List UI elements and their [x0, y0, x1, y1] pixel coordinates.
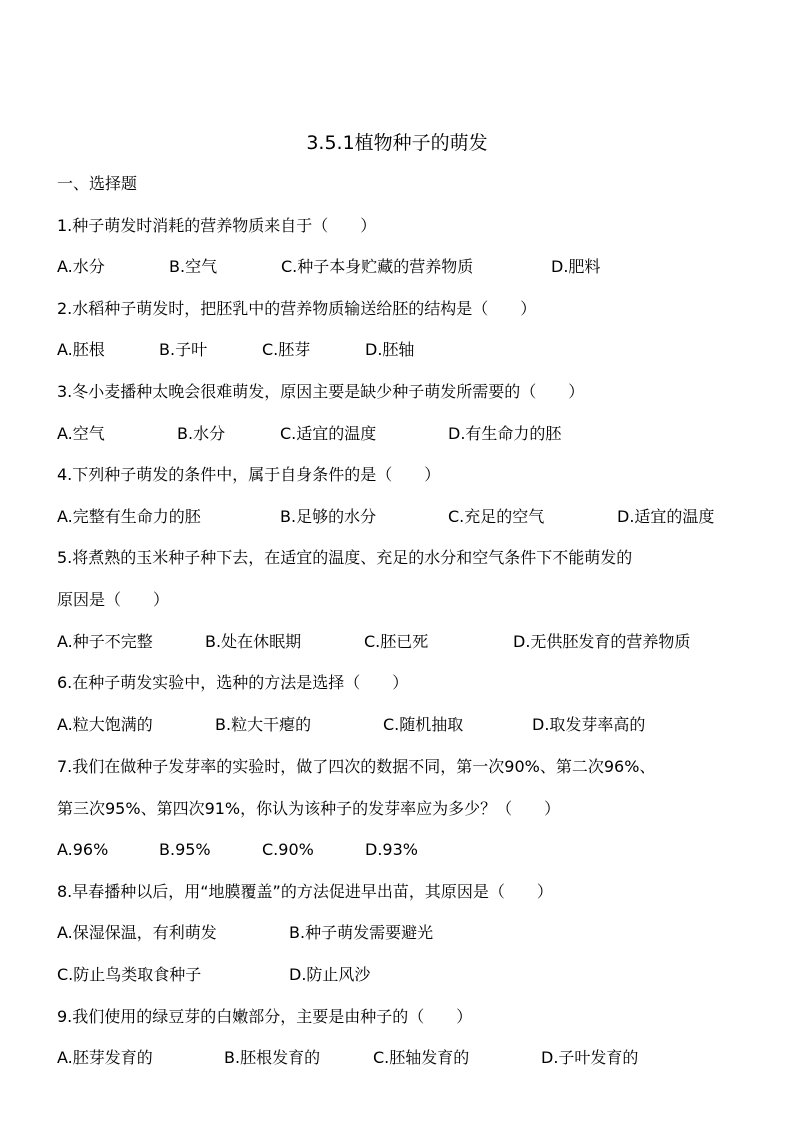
question-3-option-c: C.适宜的温度 — [280, 424, 377, 443]
question-7-stem-continued: 第三次95%、第四次91%，你认为该种子的发芽率应为多少？（ ） — [57, 799, 561, 818]
section-heading: 一、选择题 — [57, 174, 138, 193]
question-3-option-b: B.水分 — [177, 424, 226, 443]
question-9-option-c: C.胚轴发育的 — [373, 1048, 470, 1067]
question-8-option-c: C.防止鸟类取食种子 — [57, 965, 202, 984]
question-2-option-b: B.子叶 — [159, 340, 208, 359]
question-2-option-a: A.胚根 — [57, 340, 105, 359]
question-8-option-d: D.防止风沙 — [289, 965, 371, 984]
question-4-option-c: C.充足的空气 — [448, 507, 545, 526]
question-8-option-b: B.种子萌发需要避光 — [289, 923, 434, 942]
question-5-stem-continued: 原因是（ ） — [57, 590, 170, 609]
question-7-option-c: C.90% — [262, 840, 314, 859]
question-2-option-d: D.胚轴 — [365, 340, 415, 359]
question-4-option-d: D.适宜的温度 — [617, 507, 715, 526]
question-7-option-d: D.93% — [365, 840, 418, 859]
question-5-option-d: D.无供胚发育的营养物质 — [513, 632, 691, 651]
question-2-option-c: C.胚芽 — [262, 340, 311, 359]
question-8-stem: 8.早春播种以后，用“地膜覆盖”的方法促进早出苗，其原因是（ ） — [57, 882, 553, 901]
question-8-option-a: A.保湿保温，有利萌发 — [57, 923, 217, 942]
question-5-option-a: A.种子不完整 — [57, 632, 153, 651]
question-3-option-d: D.有生命力的胚 — [448, 424, 562, 443]
question-1-option-d: D.肥料 — [551, 257, 601, 276]
question-6-option-c: C.随机抽取 — [383, 715, 464, 734]
question-2-stem: 2.水稻种子萌发时，把胚乳中的营养物质输送给胚的结构是（ ） — [57, 299, 537, 318]
question-4-option-b: B.足够的水分 — [280, 507, 377, 526]
question-9-option-d: D.子叶发育的 — [541, 1048, 639, 1067]
question-3-stem: 3.冬小麦播种太晚会很难萌发，原因主要是缺少种子萌发所需要的（ ） — [57, 382, 585, 401]
question-5-option-b: B.处在休眠期 — [205, 632, 302, 651]
question-7-option-b: B.95% — [159, 840, 211, 859]
question-5-stem: 5.将煮熟的玉米种子种下去，在适宜的温度、充足的水分和空气条件下不能萌发的 — [57, 548, 633, 567]
page-title: 3.5.1植物种子的萌发 — [306, 132, 488, 154]
question-6-stem: 6.在种子萌发实验中，选种的方法是选择（ ） — [57, 673, 409, 692]
question-7-stem: 7.我们在做种子发芽率的实验时，做了四次的数据不同，第一次90%、第二次96%、 — [57, 757, 656, 776]
question-9-option-a: A.胚芽发育的 — [57, 1048, 153, 1067]
question-9-option-b: B.胚根发育的 — [224, 1048, 321, 1067]
question-1-option-b: B.空气 — [169, 257, 218, 276]
question-3-option-a: A.空气 — [57, 424, 105, 443]
question-5-option-c: C.胚已死 — [364, 632, 429, 651]
question-9-stem: 9.我们使用的绿豆芽的白嫩部分，主要是由种子的（ ） — [57, 1007, 473, 1026]
question-1-option-c: C.种子本身贮藏的营养物质 — [281, 257, 474, 276]
question-6-option-d: D.取发芽率高的 — [532, 715, 646, 734]
question-4-stem: 4.下列种子萌发的条件中，属于自身条件的是（ ） — [57, 465, 441, 484]
question-1-stem: 1.种子萌发时消耗的营养物质来自于（ ） — [57, 216, 377, 235]
question-1-option-a: A.水分 — [57, 257, 105, 276]
question-6-option-a: A.粒大饱满的 — [57, 715, 153, 734]
question-6-option-b: B.粒大干瘪的 — [215, 715, 312, 734]
question-7-option-a: A.96% — [57, 840, 109, 859]
question-4-option-a: A.完整有生命力的胚 — [57, 507, 201, 526]
